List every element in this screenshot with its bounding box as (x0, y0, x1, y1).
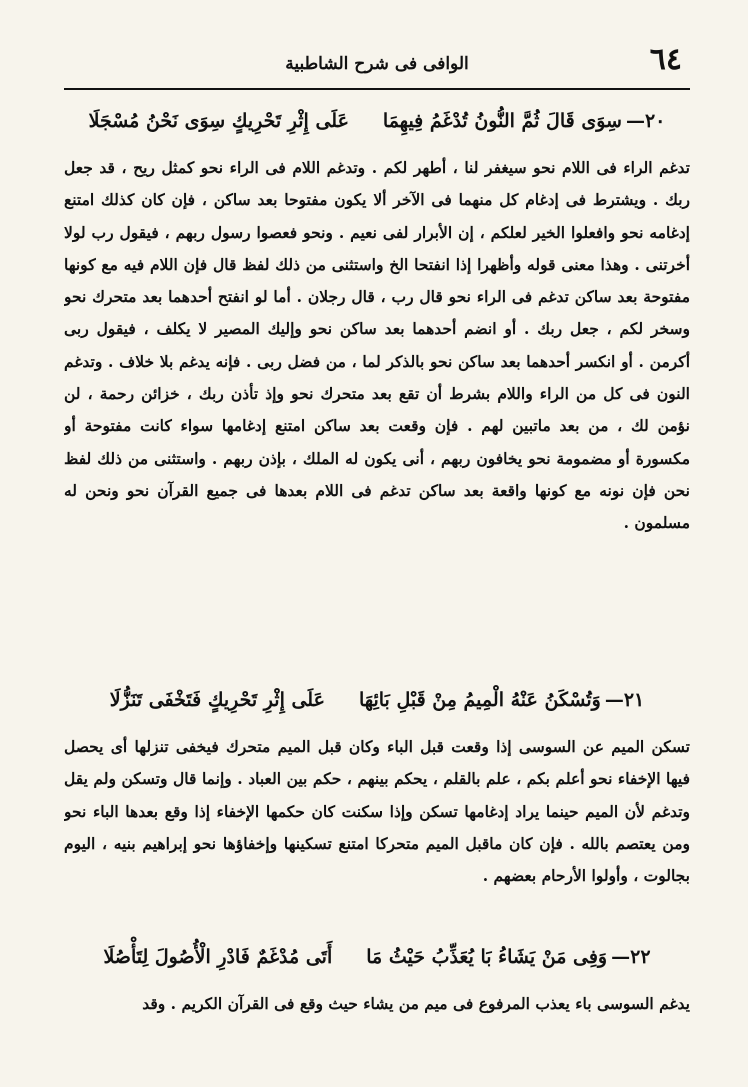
verse-hemistich-first (366, 926, 650, 988)
verse-hemistich-first (359, 669, 644, 731)
running-title: الوافى فى شرح الشاطبية (285, 54, 469, 74)
verse-line (64, 669, 690, 731)
commentary-paragraph: تسكن الميم عن السوسى إذا وقعت قبل الباء وكان قبل الميم متحرك فيخفى تنزلها أى يحصل فيها الإخفاء نحو أعلم بكم ، علم بالقلم ، يحكم بينهم ، حكم بين العباد . وإنما قال وتسكن ولم يقل وتدغم لأن الميم حينما يراد إدغامها تسكن وإذا سكنت كان حكمها الإخفاء إذا وقع بعدها الباء نحو ومن يعتصم بالله . فإن كان ماقبل الميم متحركا امتنع تسكينها وإخفاؤها نحو إبراهيم بنيه ، اليوم بجالوت ، وأولوا الأرحام بعضهم . (64, 737, 690, 886)
page-header (64, 40, 690, 90)
verse-hemistich-second: أَتَى مُدْغَمٌ فَادْرِ الْأُصُولَ لِتَأْصُلَا (103, 946, 333, 968)
commentary-paragraph: تدغم الراء فى اللام نحو سيغفر لنا ، أطهر لكم . وتدغم اللام فى الراء نحو كمثل ريح ، قد جعل ربك . ويشترط فى إدغام كل منهما فى الآخر ألا يكون مفتوحا بعد ساكن ، فإن كان كذلك امتنع إدغامه نحو وافعلوا الخير لعلكم ، إن الأبرار لفى نعيم . ونحو فعصوا رسول ربهم ، فيقول رب لولا أخرتنى . وهذا معنى قوله وأظهرا إذا انفتحا الخ واستثنى من ذلك لفظ قال فإن اللام فيه مع كونها مفتوحة بعد ساكن تدغم فى الراء نحو قال رب ، قال رجلان . أما لو انفتح أحدهما بعد متحرك نحو وسخر لكم ، جعل ربك . أو انضم أحدهما بعد ساكن نحو وإليك المصير لا يكلف ، فيقول ربى أكرمن . أو انكسر أحدهما بعد ساكن نحو بالذكر لما ، من فضل ربى . فإنه يدغم بلا خلاف . وتدغم النون فى كل من الراء واللام بشرط أن تقع بعد متحرك نحو وإذ تأذن ربك ، خزائن رحمة ، لن نؤمن لك ، من بعد ماتبين لهم . فإن وقعت بعد ساكن امتنع إدغامها سواء كانت مفتوحة أو مكسورة أو مضمومة نحو يخافون ربهم ، أنى يكون له الملك ، بإذن ربهم . واستثنى من ذلك لفظ نحن فإن نونه مع كونها واقعة بعد ساكن تدغم فى اللام بعدها فى جميع القرآن نحو ونحن له مسلمون . (64, 158, 690, 533)
verse-hemistich-first (383, 90, 665, 152)
verse-hemistich-first-text: وَفِى مَنْ يَشَاءُ بَا يُعَذِّبُ حَيْثُ مَا (366, 946, 608, 968)
verse-number: ٢٢— (611, 946, 651, 968)
verse-hemistich-second: عَلَى إِثْرِ تَحْرِيكٍ سِوَى نَحْنُ مُسْجَلَا (88, 110, 349, 132)
page-number: ٦٤ (649, 42, 682, 77)
commentary-paragraph: يدغم السوسى باء يعذب المرفوع فى ميم من يشاء حيث وقع فى القرآن الكريم . وقد (142, 994, 690, 1013)
verse-hemistich-second: عَلَى إِثْرِ تَحْرِيكٍ فَتَخْفَى تَنَزُّلَا (109, 689, 325, 711)
verse-hemistich-first-text: وَتُسْكَنُ عَنْهُ الْمِيمُ مِنْ قَبْلِ بَائِهَا (358, 689, 601, 711)
verse-number: ٢٠— (625, 110, 666, 132)
verse-hemistich-first-text: سِوَى قَالَ ثُمَّ النُّونُ تُدْغَمُ فِيهِمَا (382, 110, 622, 132)
verse-number: ٢١— (604, 689, 645, 711)
verse-line (64, 90, 690, 152)
verse-line (64, 926, 690, 988)
